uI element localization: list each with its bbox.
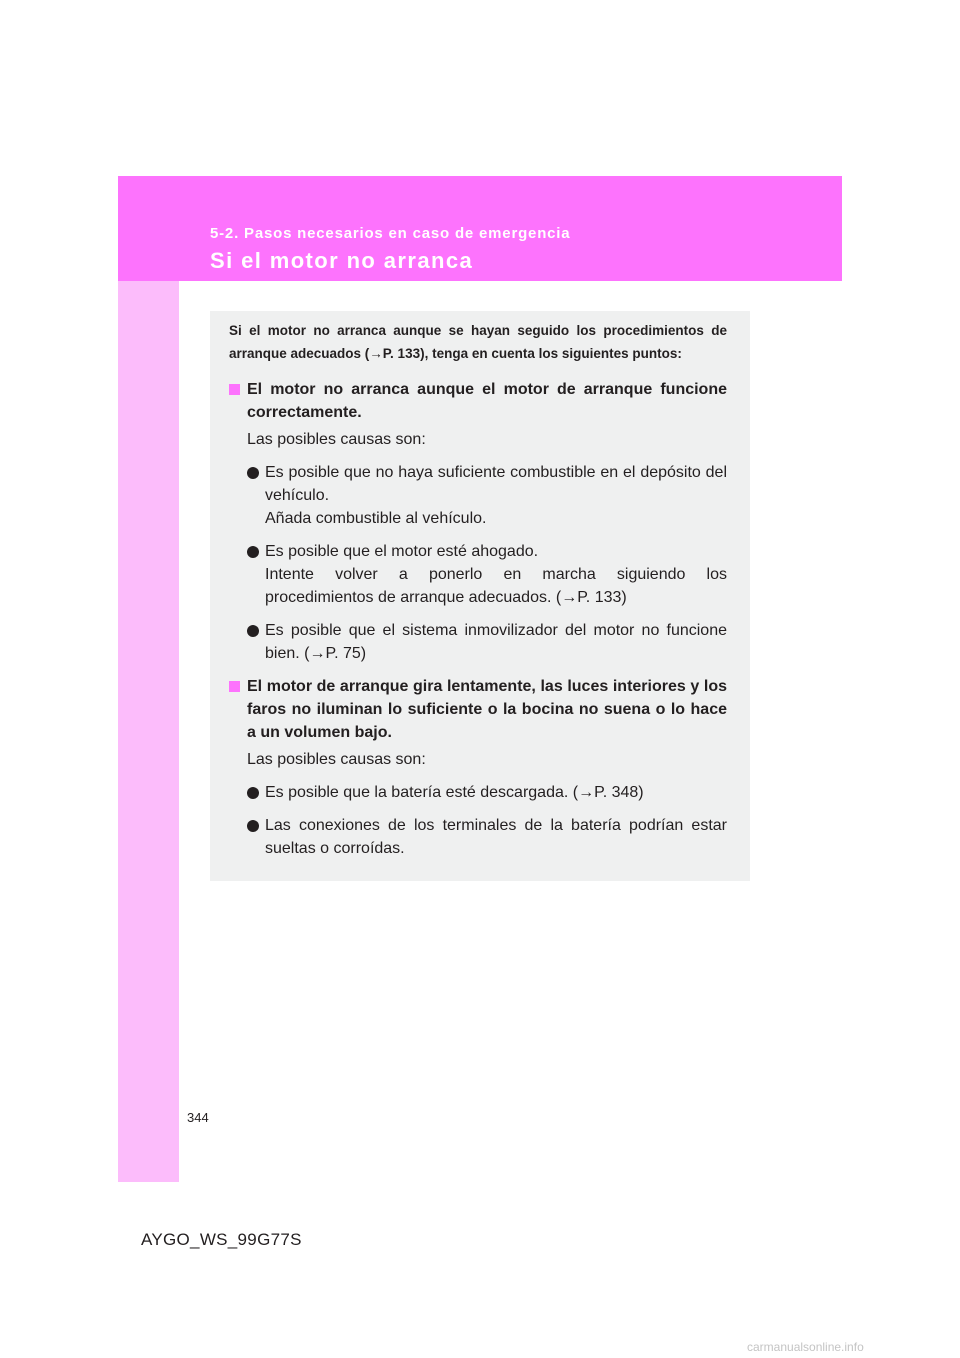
document-code: AYGO_WS_99G77S (141, 1230, 302, 1249)
causes-label: Las posibles causas son: (247, 431, 426, 448)
list-item (229, 619, 727, 665)
causes-label: Las posibles causas son: (247, 751, 426, 768)
content-box (210, 311, 750, 881)
section-label: 5-2. Pasos necesarios en caso de emergencia (210, 225, 571, 242)
list-item-text: Es posible que el sistema inmovilizador del motor no funcione bien. (→P. 75) (265, 622, 727, 662)
bullet-dot-icon (247, 467, 259, 479)
bullet-dot-icon (247, 546, 259, 558)
list-item-text: Es posible que no haya suficiente combustible en el depósito del vehículo. (265, 464, 727, 504)
list-item (229, 781, 727, 804)
list-item (229, 461, 727, 530)
section-heading (229, 378, 727, 424)
section-heading (229, 675, 727, 744)
list-item-action: Intente volver a ponerlo en marcha siguiendo los (265, 566, 727, 583)
intro-text: Si el motor no arranca aunque se hayan seguido los procedimientos de arranque adecuados (→P. 133), tenga en cuenta los siguientes puntos: (229, 323, 727, 361)
page-title: Si el motor no arranca (210, 248, 474, 273)
bullet-dot-icon (247, 820, 259, 832)
page-number: 344 (187, 1110, 209, 1125)
list-item-text: Es posible que la batería esté descargada. (→P. 348) (265, 784, 644, 801)
sidebar-band (118, 176, 179, 1182)
list-item-text: Las conexiones de los terminales de la batería podrían estar sueltas o corroídas. (265, 817, 727, 857)
list-item-text: Es posible que el motor esté ahogado. (265, 543, 539, 560)
section-heading-text: El motor no arranca aunque el motor de arranque funcione correctamente. (247, 381, 727, 421)
list-item (229, 540, 727, 609)
square-bullet-icon (229, 681, 240, 692)
square-bullet-icon (229, 384, 240, 395)
list-item-action: Añada combustible al vehículo. (265, 510, 487, 527)
watermark: carmanualsonline.info (747, 1340, 864, 1354)
list-item (229, 814, 727, 860)
bullet-dot-icon (247, 787, 259, 799)
section-heading-text: El motor de arranque gira lentamente, las luces interiores y los faros no iluminan lo suficiente o la bocina no suena o lo hace a un volumen bajo. (247, 678, 727, 741)
bullet-dot-icon (247, 625, 259, 637)
list-item-action: procedimientos de arranque adecuados. (→P. 133) (265, 589, 627, 606)
